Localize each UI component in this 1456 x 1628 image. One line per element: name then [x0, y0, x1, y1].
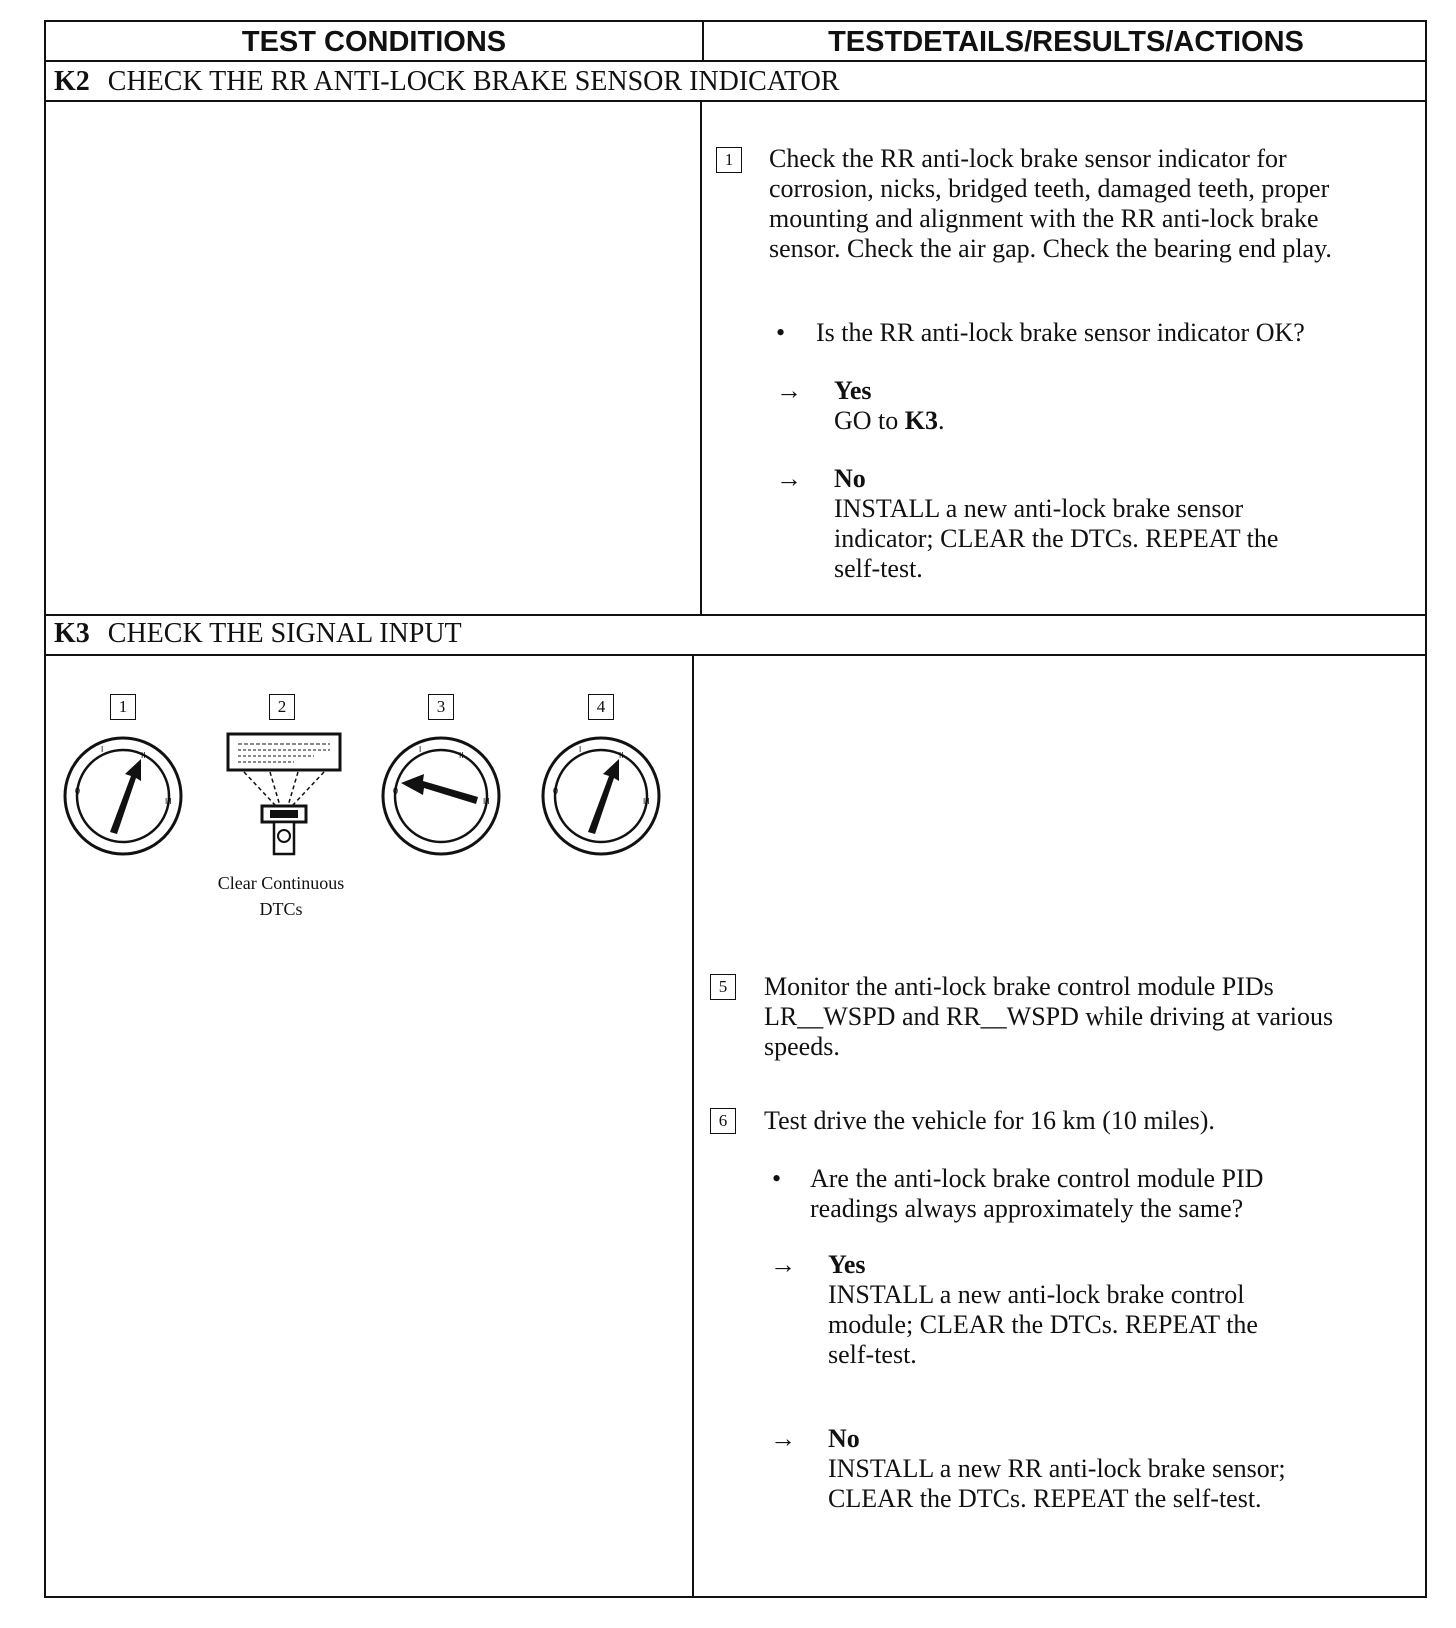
svg-text:III: III — [165, 797, 172, 806]
k3-yes-action: INSTALL a new anti-lock brake control module; CLEAR the DTCs. REPEAT the self-test. — [828, 1280, 1258, 1369]
header-test-details: TESTDETAILS/RESULTS/ACTIONS — [828, 26, 1304, 58]
k2-no-action: INSTALL a new anti-lock brake sensor indicator; CLEAR the DTCs. REPEAT the self-test. — [834, 494, 1279, 583]
ignition-switch-icon — [539, 734, 663, 858]
svg-text:0: 0 — [393, 786, 399, 796]
k2-yes-action-ref: K3 — [904, 406, 939, 435]
scan-tool-icon — [224, 732, 344, 858]
k2-bullet: • — [776, 318, 786, 347]
k3-section-title — [54, 618, 462, 650]
diagnostic-table — [44, 20, 1427, 1598]
k2-step-text: Check the RR anti-lock brake sensor indicator for corrosion, nicks, bridged teeth, damaged teeth, proper mounting and alignment with the RR anti-lock brake sensor. Check the air gap. Check the bearing end play. — [769, 144, 1332, 263]
k2-title: CHECK THE RR ANTI-LOCK BRAKE SENSOR INDICATOR — [107, 66, 840, 97]
k3-title: CHECK THE SIGNAL INPUT — [107, 618, 462, 649]
ignition-switch-icon — [61, 734, 185, 858]
k2-section-title — [54, 66, 839, 98]
svg-text:II: II — [619, 751, 624, 760]
k2-question: Is the RR anti-lock brake sensor indicator OK? — [816, 318, 1305, 347]
k3-yes-arrow: → — [770, 1250, 796, 1279]
illustration-1-number: 1 — [110, 694, 136, 720]
svg-text:0: 0 — [553, 786, 559, 796]
illustration-2-caption: Clear Continuous DTCs — [217, 873, 345, 919]
k2-yes-action — [834, 406, 945, 436]
k2-yes-label: Yes — [834, 376, 872, 405]
k3-no-action: INSTALL a new RR anti-lock brake sensor; CLEAR the DTCs. REPEAT the self-test. — [828, 1454, 1286, 1513]
ignition-switch-icon — [379, 734, 503, 858]
rule — [46, 654, 1425, 656]
k2-column-divider — [700, 101, 702, 615]
k3-no-arrow: → — [770, 1424, 796, 1453]
k3-code: K3 — [54, 618, 90, 649]
k3-no-label: No — [828, 1424, 860, 1453]
svg-text:I: I — [579, 745, 582, 754]
illustration-4-number: 4 — [588, 694, 614, 720]
svg-text:I: I — [419, 745, 422, 754]
k3-question: Are the anti-lock brake control module PID readings always approximately the same? — [810, 1164, 1264, 1223]
k2-yes-arrow: → — [776, 376, 802, 405]
svg-text:III: III — [483, 797, 490, 806]
k3-bullet: • — [772, 1164, 782, 1193]
svg-text:II: II — [141, 751, 146, 760]
rule — [46, 60, 1425, 62]
k3-step6-number: 6 — [710, 1108, 736, 1134]
illustration-2-number: 2 — [269, 694, 295, 720]
k2-no-arrow: → — [776, 464, 802, 493]
rule — [46, 100, 1425, 102]
svg-text:II: II — [459, 751, 464, 760]
svg-text:III: III — [643, 797, 650, 806]
k3-step6-text: Test drive the vehicle for 16 km (10 miles). — [764, 1106, 1215, 1135]
k2-code: K2 — [54, 66, 90, 97]
svg-text:0: 0 — [75, 786, 81, 796]
header-test-conditions: TEST CONDITIONS — [241, 26, 507, 58]
k2-yes-action-suffix: . — [938, 406, 945, 435]
k2-yes-action-prefix: GO to — [834, 406, 905, 435]
k3-yes-label: Yes — [828, 1250, 866, 1279]
k2-step-number: 1 — [716, 147, 742, 173]
rule — [46, 614, 1425, 616]
header-divider — [702, 22, 704, 62]
svg-text:I: I — [101, 745, 104, 754]
illustration-3-number: 3 — [428, 694, 454, 720]
k3-step5-text: Monitor the anti-lock brake control module PIDs LR__WSPD and RR__WSPD while driving at various speeds. — [764, 972, 1334, 1061]
k3-column-divider — [692, 655, 694, 1598]
k3-step5-number: 5 — [710, 974, 736, 1000]
k2-no-label: No — [834, 464, 866, 493]
